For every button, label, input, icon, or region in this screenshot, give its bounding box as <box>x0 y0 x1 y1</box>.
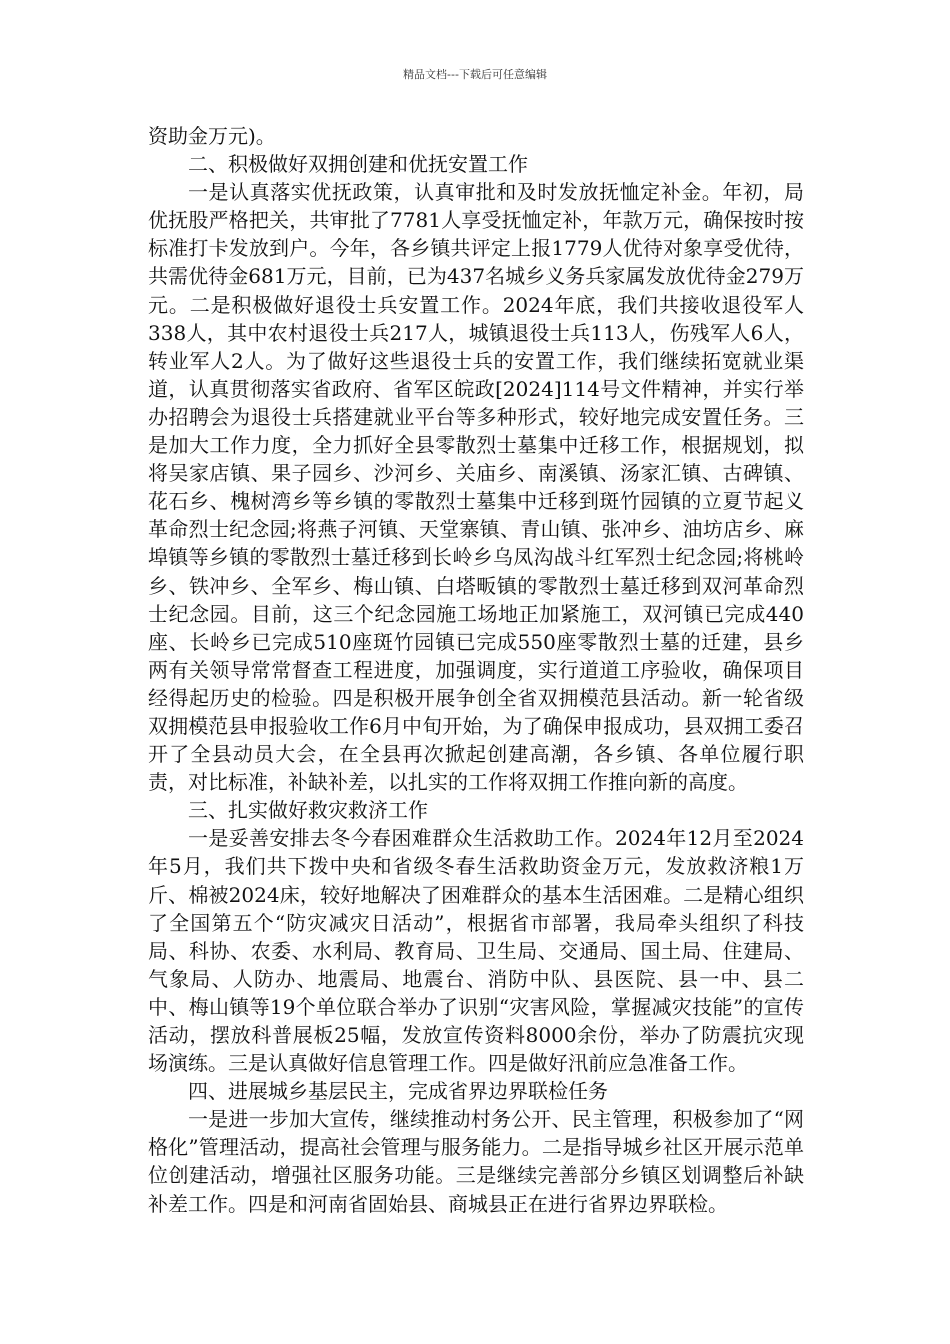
section-heading-2: 二、积极做好双拥创建和优抚安置工作 <box>188 152 528 177</box>
paragraph-section-3: 一是妥善安排去冬今春困难群众生活救助工作。2024年12月至2024年5月，我们共下拨中央和省级冬春生活救助资金万元，发放救济粮1万斤、棉被2024床，较好地解决了困难群众的基本生活困难。二是精心组织了全国第五个“防灾减灾日活动”，根据省市部署，我局牵头组织了科技局、科协、农委、水利局、教育局、卫生局、交通局、国土局、住建局、气象局、人防办、地震局、地震台、消防中队、县医院、县一中、县二中、梅山镇等19个单位联合举办了识别“灾害风险，掌握减灾技能”的宣传活动，摆放科普展板25幅，发放宣传资料8000余份，举办了防震抗灾现场演练。三是认真做好信息管理工作。四是做好汛前应急准备工作。 <box>148 826 804 1076</box>
section-heading-4: 四、进展城乡基层民主，完成省界边界联检任务 <box>188 1079 608 1104</box>
paragraph-continuation: 资助金万元)。 <box>148 124 276 148</box>
paragraph-section-4: 一是进一步加大宣传，继续推动村务公开、民主管理，积极参加了“网格化”管理活动，提高社会管理与服务能力。二是指导城乡社区开展示范单位创建活动，增强社区服务功能。三是继续完善部分乡镇区划调整后补缺补差工作。四是和河南省固始县、商城县正在进行省界边界联检。 <box>148 1107 804 1216</box>
page-header: 精品文档---下载后可任意编辑 <box>403 68 547 81</box>
paragraph-section-2: 一是认真落实优抚政策，认真审批和及时发放抚恤定补金。年初，局优抚股严格把关，共审批了7781人享受抚恤定补，年款万元，确保按时按标准打卡发放到户。今年，各乡镇共评定上报1779人优待对象享受优待，共需优待金681万元，目前，已为437名城乡义务兵家属发放优待金279万元。二是积极做好退役士兵安置工作。2024年底，我们共接收退役军人338人，其中农村退役士兵217人，城镇退役士兵113人，伤残军人6人，转业军人2人。为了做好这些退役士兵的安置工作，我们继续拓宽就业渠道，认真贯彻落实省政府、省军区皖政[2024]114号文件精神，并实行举办招聘会为退役士兵搭建就业平台等多种形式，较好地完成安置任务。三是加大工作力度，全力抓好全县零散烈士墓集中迁移工作，根据规划，拟将吴家店镇、果子园乡、沙河乡、关庙乡、南溪镇、汤家汇镇、古碑镇、花石乡、槐树湾乡等乡镇的零散烈士墓集中迁移到斑竹园镇的立夏节起义革命烈士纪念园;将燕子河镇、天堂寨镇、青山镇、张冲乡、油坊店乡、麻埠镇等乡镇的零散烈士墓迁移到长岭乡乌凤沟战斗红军烈士纪念园;将桃岭乡、铁冲乡、全军乡、梅山镇、白塔畈镇的零散烈士墓迁移到双河革命烈士纪念园。目前，这三个纪念园施工场地正加紧施工，双河镇已完成440座、长岭乡已完成510座斑竹园镇已完成550座零散烈士墓的迁建，县乡两有关领导常常督查工程进度，加强调度，实行道道工序验收，确保项目经得起历史的检验。四是积极开展争创全省双拥模范县活动。新一轮省级双拥模范县申报验收工作6月中旬开始，为了确保申报成功，县双拥工委召开了全县动员大会，在全县再次掀起创建高潮，各乡镇、各单位履行职责，对比标准，补缺补差，以扎实的工作将双拥工作推向新的高度。 <box>148 180 804 795</box>
document-body <box>148 122 804 1218</box>
section-heading-3: 三、扎实做好救灾救济工作 <box>188 798 428 823</box>
